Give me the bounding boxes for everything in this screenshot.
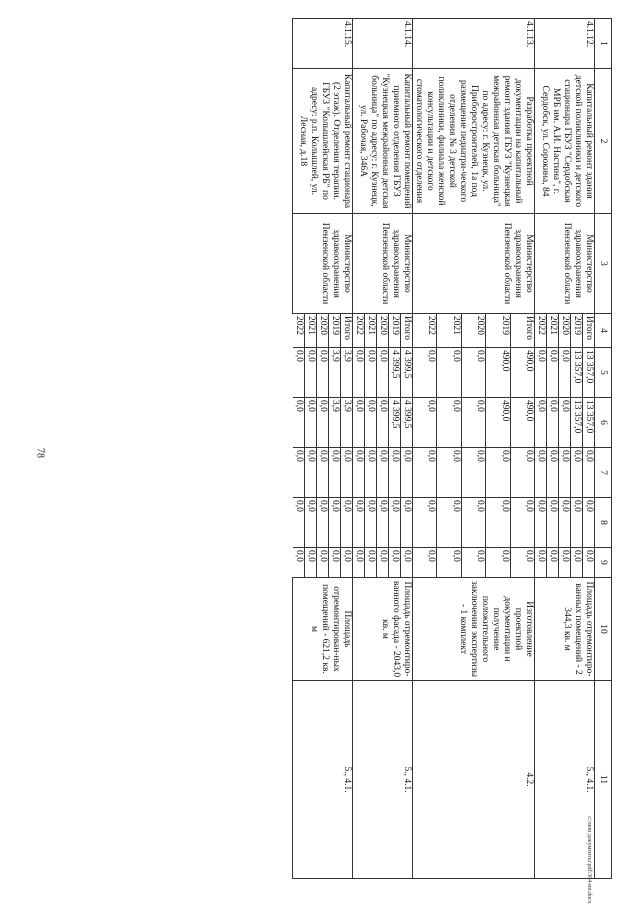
funding-value: 0,0 — [329, 448, 341, 498]
column-header: 1 — [595, 19, 612, 69]
target-indicator: Площадь отремонтирован-ных помещений - 621,2 кв. м — [293, 578, 353, 681]
footer-file-path: c:\мои документы\pdf\384-нп.docx — [586, 816, 592, 904]
funding-value: 0,0 — [571, 498, 583, 548]
activity-name: Капитальный ремонт здания детской поликлиники и детского стационара ГБУЗ "Сердобская МРБ им. А.И. Настина", г. Сердобск, ул. Сорокина, 84 — [535, 69, 595, 214]
funding-value: 0,0 — [559, 398, 571, 448]
related-tasks: 4.2. — [413, 681, 535, 879]
year-label: 2022 — [535, 314, 547, 348]
empty-cell — [413, 348, 414, 398]
funding-value: 0,0 — [461, 498, 485, 548]
funding-value: 490,0 — [486, 398, 510, 448]
year-label: 2022 — [293, 314, 305, 348]
funding-value: 0,0 — [535, 348, 547, 398]
funding-value: 0,0 — [547, 348, 559, 398]
funding-value: 0,0 — [329, 548, 341, 578]
column-header: 4 — [595, 314, 612, 348]
funding-value: 0,0 — [535, 548, 547, 578]
funding-value: 0,0 — [389, 548, 401, 578]
funding-value: 0,0 — [293, 398, 305, 448]
year-label: 2021 — [547, 314, 559, 348]
funding-value: 0,0 — [510, 448, 534, 498]
funding-value: 0,0 — [377, 448, 389, 498]
funding-value: 0,0 — [437, 498, 461, 548]
empty-cell — [413, 398, 414, 448]
year-label: 2021 — [305, 314, 317, 348]
funding-value: 0,0 — [353, 498, 365, 548]
funding-value: 0,0 — [365, 348, 377, 398]
funding-value: 0,0 — [461, 448, 485, 498]
funding-value: 0,0 — [365, 498, 377, 548]
funding-value: 0,0 — [353, 398, 365, 448]
activity-number: 4.1.12. — [535, 19, 595, 69]
header-row — [595, 19, 612, 879]
year-label: 2020 — [377, 314, 389, 348]
funding-value: 0,0 — [547, 398, 559, 448]
funding-value: 3,9 — [329, 348, 341, 398]
year-label: 2020 — [461, 314, 485, 348]
funding-value: 4 399,5 — [401, 348, 413, 398]
funding-value: 0,0 — [317, 348, 329, 398]
funding-value: 0,0 — [461, 348, 485, 398]
funding-value: 0,0 — [414, 448, 437, 498]
target-indicator: Изготовление проектной документации и получение положительного заключения экспертизы - 1 комплект — [413, 578, 535, 681]
funding-value: 13 357,0 — [571, 398, 583, 448]
year-label: 2020 — [317, 314, 329, 348]
funding-value: 0,0 — [559, 498, 571, 548]
funding-value: 0,0 — [305, 548, 317, 578]
year-label: 2019 — [571, 314, 583, 348]
activity-name: Капитальный ремонт помещений приемного отделения ГБУЗ "Кузнецкая межрайонная детская больница" по адресу: г. Кузнецк, ул. Рабочая, 346А — [353, 69, 413, 214]
funding-value: 0,0 — [486, 448, 510, 498]
column-header: 10 — [595, 578, 612, 681]
funding-value: 0,0 — [365, 448, 377, 498]
funding-value: 4 399,5 — [389, 348, 401, 398]
column-header: 7 — [595, 448, 612, 498]
funding-value: 0,0 — [389, 448, 401, 498]
year-label: 2019 — [389, 314, 401, 348]
funding-value: 490,0 — [510, 348, 534, 398]
year-label: 2021 — [365, 314, 377, 348]
funding-value: 0,0 — [341, 448, 353, 498]
activity-number: 4.1.15. — [293, 19, 353, 69]
activity-number: 4.1.13. — [413, 19, 535, 69]
funding-value: 0,0 — [305, 398, 317, 448]
funding-value: 0,0 — [461, 548, 485, 578]
related-tasks: 5., 4.1. — [353, 681, 413, 879]
funding-value: 0,0 — [535, 448, 547, 498]
funding-value: 13 357,0 — [583, 398, 595, 448]
program-activities-table — [293, 18, 613, 879]
year-label: 2020 — [559, 314, 571, 348]
funding-value: 0,0 — [305, 448, 317, 498]
page-number: 78 — [34, 448, 46, 458]
funding-value: 4 399,5 — [389, 398, 401, 448]
funding-value: 0,0 — [583, 548, 595, 578]
column-header: 9 — [595, 548, 612, 578]
column-header: 3 — [595, 214, 612, 314]
funding-value: 0,0 — [401, 498, 413, 548]
funding-value: 0,0 — [305, 498, 317, 548]
column-header: 11 — [595, 681, 612, 879]
funding-value: 0,0 — [461, 398, 485, 448]
funding-value: 0,0 — [293, 548, 305, 578]
year-label: Итого — [510, 314, 534, 348]
funding-value: 0,0 — [389, 498, 401, 548]
funding-value: 0,0 — [401, 548, 413, 578]
funding-value: 0,0 — [377, 548, 389, 578]
activity-number: 4.1.14. — [353, 19, 413, 69]
funding-value: 0,0 — [329, 498, 341, 548]
funding-value: 490,0 — [486, 348, 510, 398]
executor: Министерство здравоохранения Пензенской области — [353, 214, 413, 314]
funding-value: 0,0 — [510, 498, 534, 548]
funding-value: 0,0 — [365, 548, 377, 578]
funding-value: 13 357,0 — [571, 348, 583, 398]
funding-value: 0,0 — [535, 398, 547, 448]
funding-value: 0,0 — [293, 448, 305, 498]
funding-value: 0,0 — [377, 348, 389, 398]
funding-value: 3,9 — [329, 398, 341, 448]
funding-value: 0,0 — [317, 498, 329, 548]
column-header: 2 — [595, 69, 612, 214]
rotated-page-content — [87, 18, 612, 878]
column-header: 8 — [595, 498, 612, 548]
funding-value: 3,9 — [341, 398, 353, 448]
funding-value: 0,0 — [293, 498, 305, 548]
year-label: 2019 — [486, 314, 510, 348]
funding-value: 0,0 — [353, 348, 365, 398]
table-row — [583, 19, 595, 879]
funding-value: 0,0 — [414, 498, 437, 548]
table-row — [510, 19, 534, 879]
empty-cell — [413, 448, 414, 498]
activity-name: Разработка проектной документации на капитальный ремонт здания ГБУЗ "Кузнецкая межрайонная детская больница" по адресу: г. Кузнецк, ул. Приборостроителей, 1а под размещение педиатри-ческого отделения № 3 детской поликлиники, филиала женской консультации и детского стоматологического отделения — [413, 69, 535, 214]
funding-value: 0,0 — [583, 448, 595, 498]
funding-value: 0,0 — [547, 548, 559, 578]
funding-value: 0,0 — [571, 448, 583, 498]
funding-value: 0,0 — [305, 348, 317, 398]
funding-value: 0,0 — [353, 448, 365, 498]
empty-cell — [413, 498, 414, 548]
funding-value: 3,9 — [341, 348, 353, 398]
funding-value: 13 357,0 — [583, 348, 595, 398]
year-label: 2019 — [329, 314, 341, 348]
funding-value: 0,0 — [437, 348, 461, 398]
funding-value: 4 399,5 — [401, 398, 413, 448]
funding-value: 0,0 — [317, 448, 329, 498]
empty-cell — [413, 548, 414, 578]
funding-value: 0,0 — [559, 548, 571, 578]
funding-value: 0,0 — [437, 548, 461, 578]
executor: Министерство здравоохранения Пензенской области — [293, 214, 353, 314]
funding-value: 0,0 — [583, 498, 595, 548]
related-tasks: 5., 4.1. — [535, 681, 595, 879]
funding-value: 0,0 — [486, 548, 510, 578]
funding-value: 0,0 — [559, 348, 571, 398]
table-body — [293, 19, 595, 879]
funding-value: 490,0 — [510, 398, 534, 448]
table-row — [341, 19, 353, 879]
funding-value: 0,0 — [437, 448, 461, 498]
column-header: 5 — [595, 348, 612, 398]
funding-value: 0,0 — [317, 548, 329, 578]
target-indicator: Площадь отремонтиро-ванных помещений - 2 344,3 кв. м — [535, 578, 595, 681]
funding-value: 0,0 — [547, 498, 559, 548]
funding-value: 0,0 — [486, 498, 510, 548]
funding-value: 0,0 — [365, 398, 377, 448]
executor: Министерство здравоохранения Пензенской области — [535, 214, 595, 314]
funding-value: 0,0 — [510, 548, 534, 578]
funding-value: 0,0 — [414, 348, 437, 398]
year-label: Итого — [583, 314, 595, 348]
year-label: Итого — [341, 314, 353, 348]
funding-value: 0,0 — [559, 448, 571, 498]
related-tasks: 5., 4.1. — [293, 681, 353, 879]
table-row — [401, 19, 413, 879]
funding-value: 0,0 — [341, 548, 353, 578]
funding-value: 0,0 — [317, 398, 329, 448]
funding-value: 0,0 — [437, 398, 461, 448]
funding-value: 0,0 — [414, 548, 437, 578]
year-label: Итого — [401, 314, 413, 348]
year-label: 2021 — [437, 314, 461, 348]
funding-value: 0,0 — [377, 498, 389, 548]
funding-value: 0,0 — [377, 398, 389, 448]
funding-value: 0,0 — [341, 498, 353, 548]
target-indicator: Площадь отремонтиро-ванного фасада - 2043,0 кв. м — [353, 578, 413, 681]
year-label: 2022 — [353, 314, 365, 348]
funding-value: 0,0 — [571, 548, 583, 578]
year-label: 2022 — [414, 314, 437, 348]
executor: Министерство здравоохранения Пензенской области — [413, 214, 535, 314]
funding-value: 0,0 — [535, 498, 547, 548]
activity-name: Капитальный ремонт стационара (2 этаж). Отделения терапии. ГБУЗ "Колышлейская РБ" по адресу: р.п. Колышлей, ул. Лесная, д.18 — [293, 69, 353, 214]
funding-value: 0,0 — [293, 348, 305, 398]
funding-value: 0,0 — [414, 398, 437, 448]
funding-value: 0,0 — [547, 448, 559, 498]
funding-value: 0,0 — [353, 548, 365, 578]
funding-value: 0,0 — [401, 448, 413, 498]
empty-cell — [413, 314, 414, 348]
column-header: 6 — [595, 398, 612, 448]
